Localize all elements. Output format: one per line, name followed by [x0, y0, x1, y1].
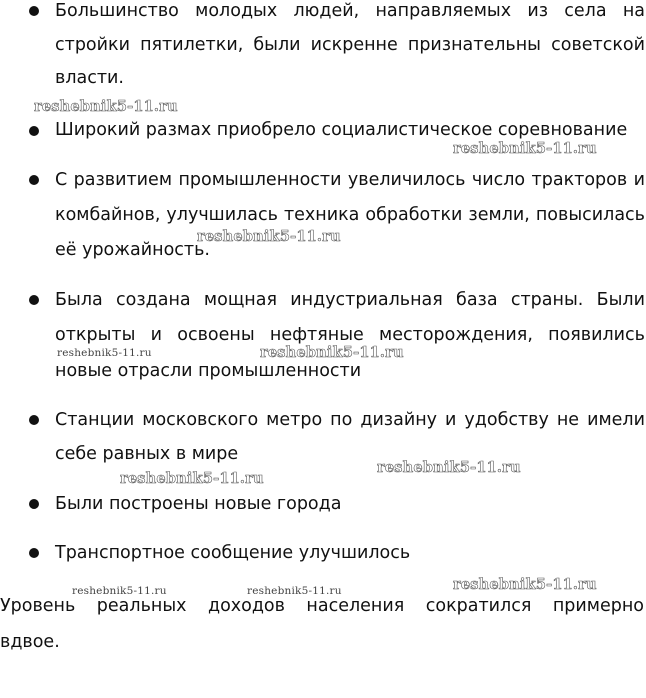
- list-item-line: новые отрасли промышленности: [55, 361, 362, 381]
- watermark: reshebnik5-11.ru: [260, 344, 404, 361]
- list-item-line: стройки пятилетки, были искренне признательны советской: [55, 35, 645, 55]
- watermark: reshebnik5-11.ru: [197, 228, 341, 245]
- watermark: reshebnik5-11.ru: [377, 459, 521, 476]
- conclusion-line: вдвое.: [0, 632, 60, 652]
- list-item-line: Станции московского метро по дизайну и удобству не имели: [55, 410, 645, 430]
- bullet-icon: [29, 175, 39, 185]
- watermark: reshebnik5-11.ru: [247, 585, 342, 597]
- list-item-line: Широкий размах приобрело социалистическое соревнование: [55, 120, 628, 140]
- list-item-line: комбайнов, улучшилась техника обработки земли, повысилась: [55, 205, 645, 225]
- list-item-line: Были построены новые города: [55, 494, 342, 514]
- bullet-icon: [29, 295, 39, 305]
- bullet-icon: [29, 499, 39, 509]
- bullet-icon: [29, 126, 39, 136]
- bullet-icon: [29, 548, 39, 558]
- conclusion-line: Уровень реальных доходов населения сократился примерно: [0, 596, 644, 616]
- list-item-line: С развитием промышленности увеличилось число тракторов и: [55, 170, 645, 190]
- list-item-line: власти.: [55, 68, 124, 88]
- watermark: reshebnik5-11.ru: [120, 470, 264, 487]
- watermark: reshebnik5-11.ru: [72, 585, 167, 597]
- bullet-icon: [29, 415, 39, 425]
- watermark: reshebnik5-11.ru: [34, 98, 178, 115]
- bullet-icon: [29, 6, 39, 16]
- list-item-line: её урожайность.: [55, 240, 210, 260]
- watermark: reshebnik5-11.ru: [57, 347, 152, 359]
- list-item-line: себе равных в мире: [55, 444, 239, 464]
- list-item-line: открыты и освоены нефтяные месторождения, появились: [55, 325, 645, 345]
- list-item-line: Была создана мощная индустриальная база страны. Были: [55, 290, 645, 310]
- list-item-line: Большинство молодых людей, направляемых из села на: [55, 1, 645, 21]
- watermark: reshebnik5-11.ru: [453, 576, 597, 593]
- watermark: reshebnik5-11.ru: [453, 140, 597, 157]
- list-item-line: Транспортное сообщение улучшилось: [55, 543, 411, 563]
